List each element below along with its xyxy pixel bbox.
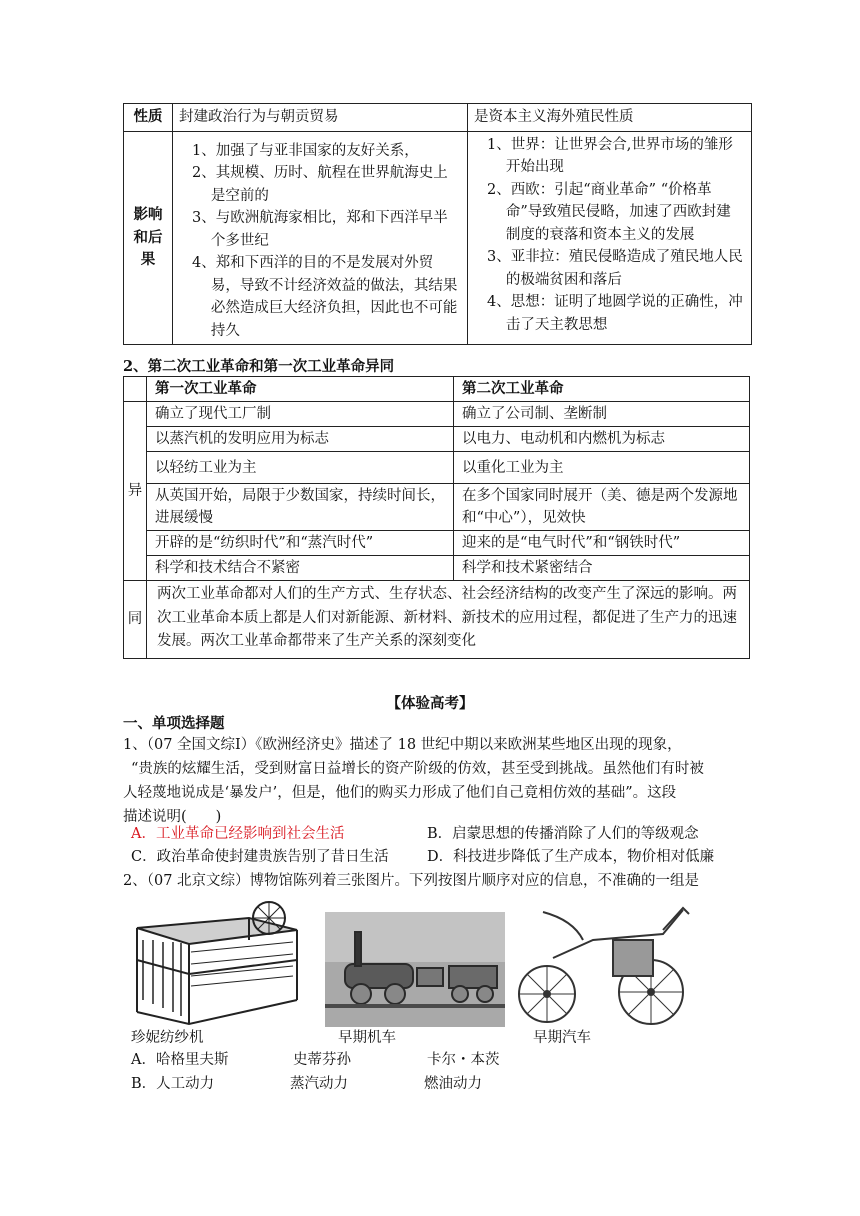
table-row xyxy=(124,427,750,452)
option-c: C．政治革命使封建贵族告别了昔日生活 xyxy=(131,849,389,865)
q2-option-a: 史蒂芬孙 xyxy=(293,1052,351,1068)
list-item: 4、思想：证明了地圆学说的正确性，冲击了天主教思想 xyxy=(487,294,743,333)
option-a: A．工业革命已经影响到社会生活 xyxy=(131,826,345,842)
table-row xyxy=(124,556,750,581)
list-item: 3、亚非拉：殖民侵略造成了殖民地人民的极端贫困和落后 xyxy=(487,249,743,288)
table-row xyxy=(124,402,750,427)
first-cell: 确立了现代工厂制 xyxy=(147,402,454,427)
same-label: 同 xyxy=(124,581,147,659)
voyage-comparison-table xyxy=(123,103,752,345)
table-row xyxy=(124,131,752,345)
list-item: 3、与欧洲航海家相比，郑和下西洋早半个多世纪 xyxy=(192,210,448,249)
first-cell: 科学和技术结合不紧密 xyxy=(147,556,454,581)
impact-zhenghe xyxy=(173,131,468,345)
second-cell: 在多个国家同时展开（美、德是两个发源地和“中心”），见效快 xyxy=(454,484,750,531)
early-locomotive-image xyxy=(325,912,505,1027)
first-cell: 以轻纺工业为主 xyxy=(147,452,454,484)
caption: 早期机车 xyxy=(338,1030,396,1046)
list-item: 2、西欧：引起“商业革命” “价格革命”导致殖民侵略，加速了西欧封建制度的衰落和资本主义的发展 xyxy=(487,181,731,243)
q1-line: 1、（07 全国文综Ⅰ）《欧洲经济史》描述了 18 世纪中期以来欧洲某些地区出现的现象， xyxy=(123,737,682,753)
first-cell: 从英国开始，局限于少数国家，持续时间长，进展缓慢 xyxy=(147,484,454,531)
second-cell: 迎来的是“电气时代”和“钢铁时代” xyxy=(454,531,750,556)
q1-line: “贵族的炫耀生活，受到财富日益增长的资产阶级的仿效，甚至受到挑战。虽然他们有时被 xyxy=(131,761,704,777)
table-row xyxy=(124,452,750,484)
option-d: D．科技进步降低了生产成本，物价相对低廉 xyxy=(427,849,715,865)
same-text: 两次工业革命都对人们的生产方式、生存状态、社会经济结构的改变产生了深远的影响。两次工业革命本质上都是人们对新能源、新材料、新技术的应用过程，都促进了生产力的迅速发展。两次工业革命都带来了生产关系的深刻变化 xyxy=(147,581,750,659)
corner-cell xyxy=(124,377,147,402)
second-cell: 以电力、电动机和内燃机为标志 xyxy=(454,427,750,452)
spinning-jenny-image xyxy=(129,900,305,1028)
table-row xyxy=(124,581,750,659)
table-row xyxy=(124,104,752,132)
q2-line: 2、（07 北京文综）博物馆陈列着三张图片。下列按图片顺序对应的信息，不准确的一组是 xyxy=(123,873,700,889)
exam-heading: 【体验高考】 xyxy=(386,695,474,712)
q2-option-b: 蒸汽动力 xyxy=(290,1076,348,1092)
q1-line: 人轻蔑地说成是‘暴发户’，但是，他们的购买力形成了他们自己竟相仿效的基础”。这段 xyxy=(123,785,677,801)
table-row xyxy=(124,377,750,402)
caption: 珍妮纺纱机 xyxy=(131,1030,204,1046)
option-b: B．启蒙思想的传播消除了人们的等级观念 xyxy=(427,826,699,842)
q2-option-b: B．人工动力 xyxy=(131,1076,215,1092)
caption: 早期汽车 xyxy=(533,1030,591,1046)
col-header-first: 第一次工业革命 xyxy=(147,377,454,402)
nature-europe: 是资本主义海外殖民性质 xyxy=(468,104,752,132)
industrial-revolution-table xyxy=(123,376,750,659)
diff-label: 异 xyxy=(124,402,147,581)
q1-line: 描述说明( ) xyxy=(123,809,222,825)
first-cell: 以蒸汽机的发明应用为标志 xyxy=(147,427,454,452)
q2-option-a: A．哈格里夫斯 xyxy=(131,1052,229,1068)
list-item: 4、郑和下西洋的目的不是发展对外贸易，导致不计经济效益的做法，其结果必然造成巨大经济负担，因此也不可能持久 xyxy=(192,255,458,339)
list-item: 2、其规模、历时、航程在世界航海史上是空前的 xyxy=(192,165,448,204)
table-row xyxy=(124,484,750,531)
section-heading: 一、单项选择题 xyxy=(123,715,225,732)
second-cell: 科学和技术紧密结合 xyxy=(454,556,750,581)
impact-europe xyxy=(468,131,752,345)
q2-option-a: 卡尔・本茨 xyxy=(427,1052,500,1068)
section-title: 2、第二次工业革命和第一次工业革命异同 xyxy=(123,358,395,375)
second-cell: 确立了公司制、垄断制 xyxy=(454,402,750,427)
row-header-nature: 性质 xyxy=(124,104,173,132)
row-header-impact: 影响和后果 xyxy=(124,131,173,345)
early-car-image xyxy=(513,900,693,1028)
second-cell: 以重化工业为主 xyxy=(454,452,750,484)
list-item: 1、世界：让世界会合,世界市场的雏形开始出现 xyxy=(487,136,733,175)
first-cell: 开辟的是“纺织时代”和“蒸汽时代” xyxy=(147,531,454,556)
q2-option-b: 燃油动力 xyxy=(424,1076,482,1092)
nature-zhenghe: 封建政治行为与朝贡贸易 xyxy=(173,104,468,132)
list-item: 1、加强了与亚非国家的友好关系， xyxy=(192,142,419,159)
table-row xyxy=(124,531,750,556)
col-header-second: 第二次工业革命 xyxy=(454,377,750,402)
